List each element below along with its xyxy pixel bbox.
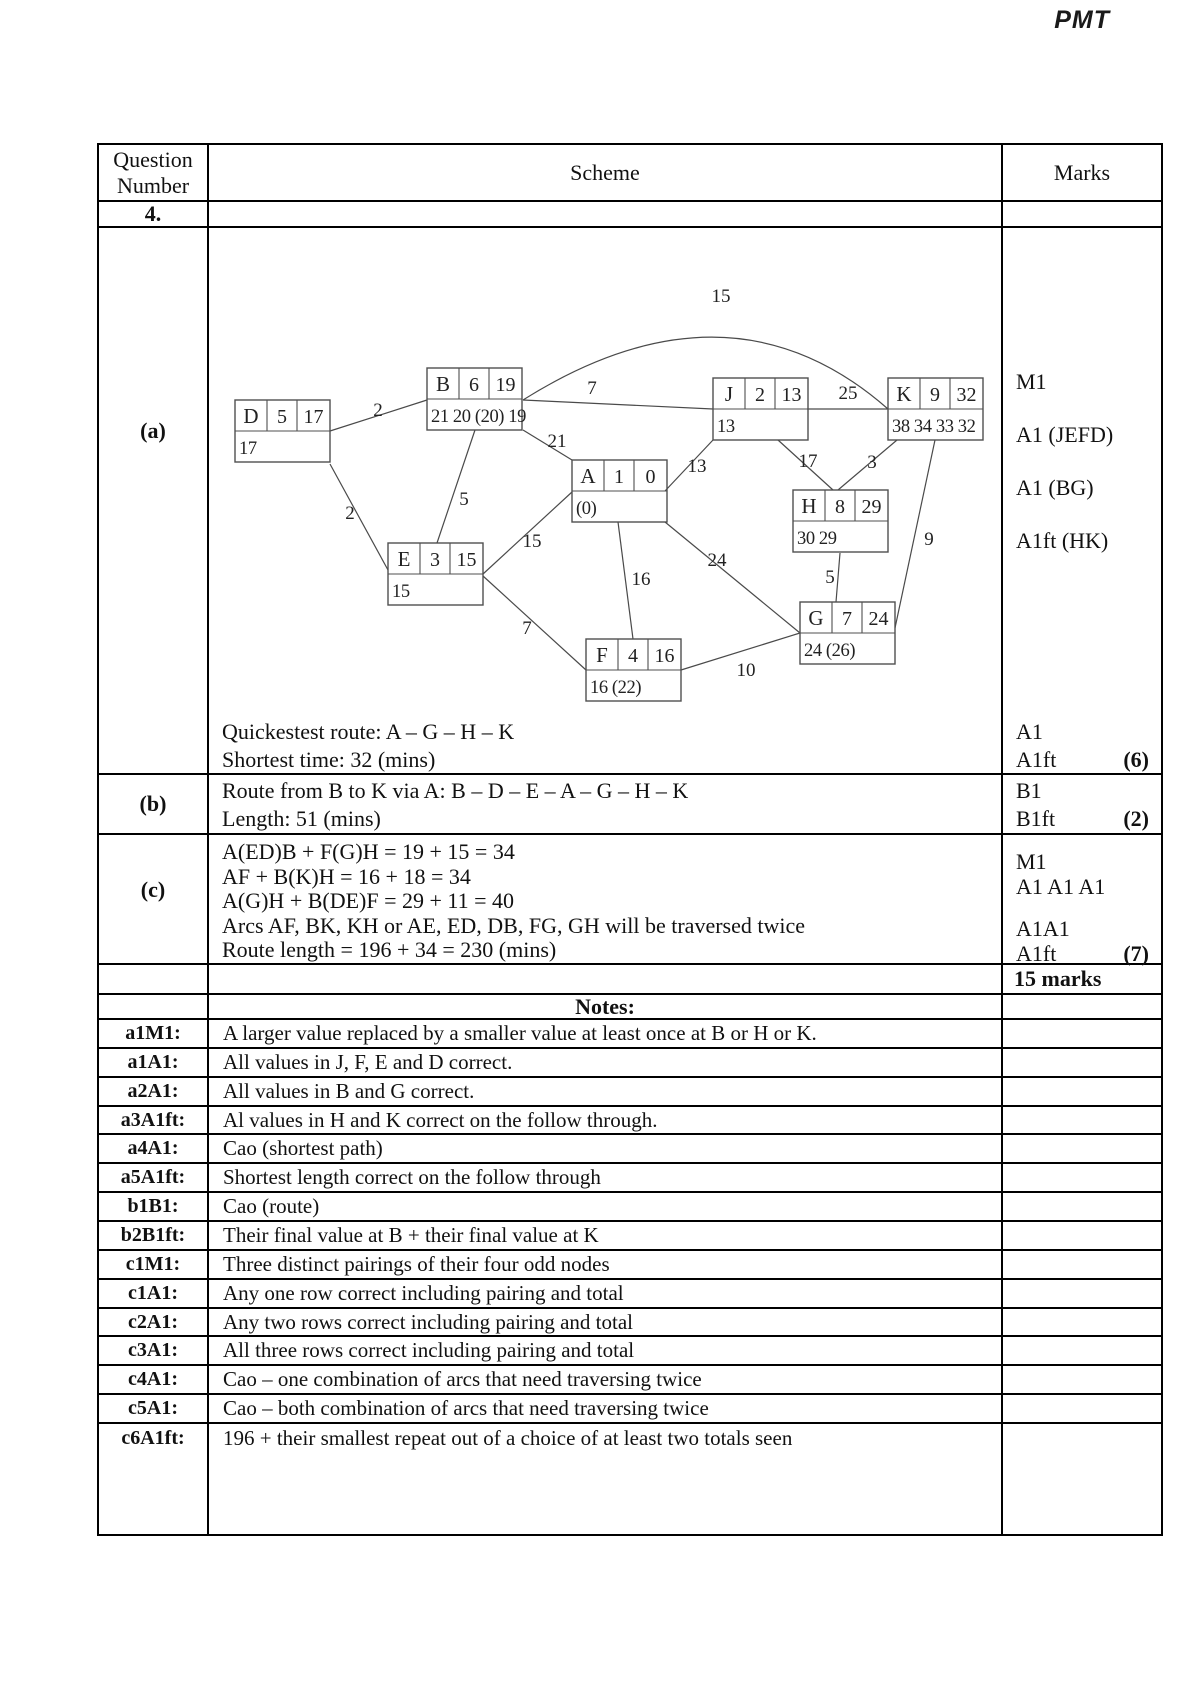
node-J-working: 13 [717, 417, 735, 437]
note-text: Al values in H and K correct on the follow through. [209, 1107, 1003, 1134]
node-G [800, 602, 895, 664]
node-F-working: 16 (22) [590, 678, 642, 698]
node-A-letter: A [580, 464, 596, 488]
arcs-line: Arcs AF, BK, KH or AE, ED, DB, FG, GH will be traversed twice [222, 912, 805, 938]
dijkstra-network-diagram [209, 228, 1003, 713]
node-B-letter: B [435, 372, 451, 396]
part-c-total: (7) [1123, 941, 1149, 966]
part-b-total: (2) [1123, 806, 1149, 831]
mark-b-b1ft: B1ft [1016, 806, 1056, 831]
note-row [99, 1395, 1161, 1424]
mark-a-bg: A1 (BG) [1016, 475, 1094, 500]
node-H-letter: H [801, 494, 817, 518]
note-label: a4A1: [99, 1135, 209, 1162]
edge-AG [665, 522, 800, 633]
node-E-working: 15 [392, 582, 410, 602]
node-D-value: 17 [303, 406, 324, 428]
mark-a-a1ft: A1ft [1016, 747, 1057, 772]
route-length-line: Route length = 196 + 34 = 230 (mins) [222, 937, 557, 962]
mark-a-jefd: A1 (JEFD) [1016, 422, 1114, 447]
edge-weight-KG: 9 [924, 529, 934, 550]
mark-c-a1ft: A1ft [1016, 941, 1057, 966]
note-label: a3A1ft: [99, 1107, 209, 1134]
edge-BE [437, 430, 475, 543]
edge-weight-BE: 5 [459, 489, 469, 510]
edge-weight-DB: 2 [373, 400, 383, 421]
node-J-value: 13 [781, 384, 802, 406]
mark-a-a1: A1 [1016, 719, 1043, 744]
edge-weight-AF: 16 [631, 569, 651, 590]
node-B-value: 6 [469, 374, 479, 396]
mark-scheme-table [97, 143, 1163, 1536]
notes-header-row [99, 995, 1161, 1020]
node-B-value: 19 [495, 374, 516, 396]
note-row [99, 1424, 1161, 1453]
question-number: 4. [99, 202, 209, 226]
node-E-value: 15 [456, 549, 477, 571]
note-text: All values in J, F, E and D correct. [209, 1049, 1003, 1076]
note-row [99, 1366, 1161, 1395]
note-row [99, 1020, 1161, 1049]
node-D-value: 5 [277, 406, 287, 428]
node-K-working: 38 34 33 32 [892, 417, 976, 437]
node-K-value: 32 [956, 384, 977, 406]
mark-c-m1: M1 [1016, 849, 1047, 874]
note-label: b1B1: [99, 1193, 209, 1220]
note-text: Their final value at B + their final value at K [209, 1222, 1003, 1249]
node-J-value: 2 [755, 384, 765, 406]
note-label: c5A1: [99, 1395, 209, 1422]
node-A-value: 1 [614, 466, 624, 488]
notes-body [99, 1020, 1161, 1453]
mark-c-a1a1a1: A1 A1 A1 [1016, 874, 1106, 899]
node-A [572, 460, 667, 522]
part-a-total: (6) [1123, 747, 1149, 772]
node-G-letter: G [808, 606, 824, 630]
edge-HG [836, 553, 840, 602]
edge-DE [330, 464, 388, 570]
note-text: Cao – one combination of arcs that need traversing twice [209, 1366, 1003, 1393]
note-text: All three rows correct including pairing and total [209, 1337, 1003, 1364]
pairing-2: AF + B(K)H = 16 + 18 = 34 [222, 863, 471, 889]
note-label: a1A1: [99, 1049, 209, 1076]
mark-c-a1a1: A1A1 [1016, 916, 1070, 941]
note-text: Cao – both combination of arcs that need traversing twice [209, 1395, 1003, 1422]
node-G-value: 7 [842, 608, 852, 630]
edge-weight-JH: 17 [798, 451, 818, 472]
node-F-value: 16 [654, 645, 675, 667]
note-label: c2A1: [99, 1309, 209, 1336]
node-B [427, 368, 526, 430]
note-row [99, 1222, 1161, 1251]
note-row [99, 1107, 1161, 1136]
note-row [99, 1309, 1161, 1338]
note-label: a2A1: [99, 1078, 209, 1105]
header-marks: Marks [1053, 159, 1111, 185]
question-number-row [99, 202, 1161, 228]
edge-weight-FG: 10 [736, 660, 756, 681]
table-header-row [99, 145, 1161, 202]
note-row [99, 1135, 1161, 1164]
node-G-value: 24 [868, 608, 889, 630]
note-label: c1A1: [99, 1280, 209, 1307]
edge-weight-EF: 7 [522, 618, 532, 639]
note-row [99, 1193, 1161, 1222]
note-row [99, 1164, 1161, 1193]
note-text: Any two rows correct including pairing and total [209, 1309, 1003, 1336]
total-marks-row [99, 965, 1161, 995]
note-text: Any one row correct including pairing and total [209, 1280, 1003, 1307]
edge-weight-AJ: 13 [687, 456, 707, 477]
node-J-letter: J [724, 382, 734, 406]
pmt-watermark: PMT [1054, 6, 1110, 34]
note-text: A larger value replaced by a smaller value at least once at B or H or K. [209, 1020, 1003, 1047]
part-c-label: (c) [140, 877, 166, 902]
edge-weight-KH: 3 [867, 452, 877, 473]
part-b-label: (b) [139, 791, 167, 816]
note-label: c4A1: [99, 1366, 209, 1393]
note-text: Cao (route) [209, 1193, 1003, 1220]
note-label: a1M1: [99, 1020, 209, 1047]
edge-weight-JK: 25 [838, 383, 858, 404]
notes-title: Notes: [209, 995, 1003, 1018]
route-b-to-k: Route from B to K via A: B – D – E – A – G – H – K [222, 778, 689, 803]
node-H-value: 29 [861, 496, 882, 518]
node-F [586, 639, 681, 701]
note-label: c6A1ft: [99, 1424, 209, 1453]
header-scheme: Scheme [209, 145, 1003, 200]
note-text: All values in B and G correct. [209, 1078, 1003, 1105]
note-label: c3A1: [99, 1337, 209, 1364]
mark-a-m1: M1 [1016, 369, 1047, 394]
shortest-time: Shortest time: 32 (mins) [222, 747, 436, 772]
note-row [99, 1078, 1161, 1107]
note-row [99, 1280, 1161, 1309]
part-a-answers [209, 718, 514, 774]
node-H-working: 30 29 [797, 529, 837, 549]
note-text: Shortest length correct on the follow through [209, 1164, 1003, 1191]
edge-weight-AG: 24 [707, 550, 727, 571]
note-label: b2B1ft: [99, 1222, 209, 1249]
header-question-number: Question Number [99, 145, 209, 200]
node-A-working: (0) [576, 499, 597, 519]
node-D-letter: D [243, 404, 259, 428]
pairing-1: A(ED)B + F(G)H = 19 + 15 = 34 [222, 839, 515, 864]
note-text: Cao (shortest path) [209, 1135, 1003, 1162]
node-D [235, 400, 330, 462]
node-A-value: 0 [645, 466, 656, 488]
node-D-working: 17 [239, 439, 257, 459]
mark-a-hk: A1ft (HK) [1016, 528, 1109, 553]
node-E-letter: E [397, 547, 411, 571]
note-label: a5A1ft: [99, 1164, 209, 1191]
node-K [888, 378, 983, 440]
node-B-working: 21 20 (20) 19 [431, 407, 526, 427]
pairing-3: A(G)H + B(DE)F = 29 + 11 = 40 [222, 888, 515, 913]
edge-BK-curve [523, 337, 888, 409]
node-H-value: 8 [835, 496, 845, 518]
note-label: c1M1: [99, 1251, 209, 1278]
node-H [793, 490, 888, 552]
edge-weight-BA: 21 [547, 431, 567, 452]
part-a-row [99, 228, 1161, 775]
route-length: Length: 51 (mins) [222, 806, 381, 831]
empty-row [99, 1453, 1161, 1534]
edge-BJ [523, 400, 713, 409]
node-F-letter: F [596, 643, 608, 667]
edge-weight-EA: 15 [522, 531, 542, 552]
node-E [388, 543, 483, 605]
note-row [99, 1251, 1161, 1280]
edge-EF [483, 576, 586, 670]
part-a-label: (a) [140, 418, 166, 443]
node-J [713, 378, 808, 440]
quickest-route: Quickestest route: A – G – H – K [222, 719, 515, 744]
mark-b-b1: B1 [1016, 778, 1042, 803]
edge-weight-DE: 2 [345, 503, 355, 524]
edge-weight-BJ: 7 [587, 378, 597, 399]
node-F-value: 4 [628, 645, 638, 667]
node-E-value: 3 [430, 549, 440, 571]
node-G-working: 24 (26) [804, 641, 856, 661]
edge-weight-BK: 15 [711, 286, 731, 307]
node-K-value: 9 [930, 384, 940, 406]
total-marks: 15 marks [1014, 966, 1102, 991]
note-text: Three distinct pairings of their four odd nodes [209, 1251, 1003, 1278]
note-row [99, 1337, 1161, 1366]
note-row [99, 1049, 1161, 1078]
part-c-row [99, 835, 1161, 965]
note-text: 196 + their smallest repeat out of a choice of at least two totals seen [209, 1424, 1003, 1453]
edge-weight-HG: 5 [825, 567, 835, 588]
part-b-row [99, 775, 1161, 835]
node-K-letter: K [896, 382, 912, 406]
